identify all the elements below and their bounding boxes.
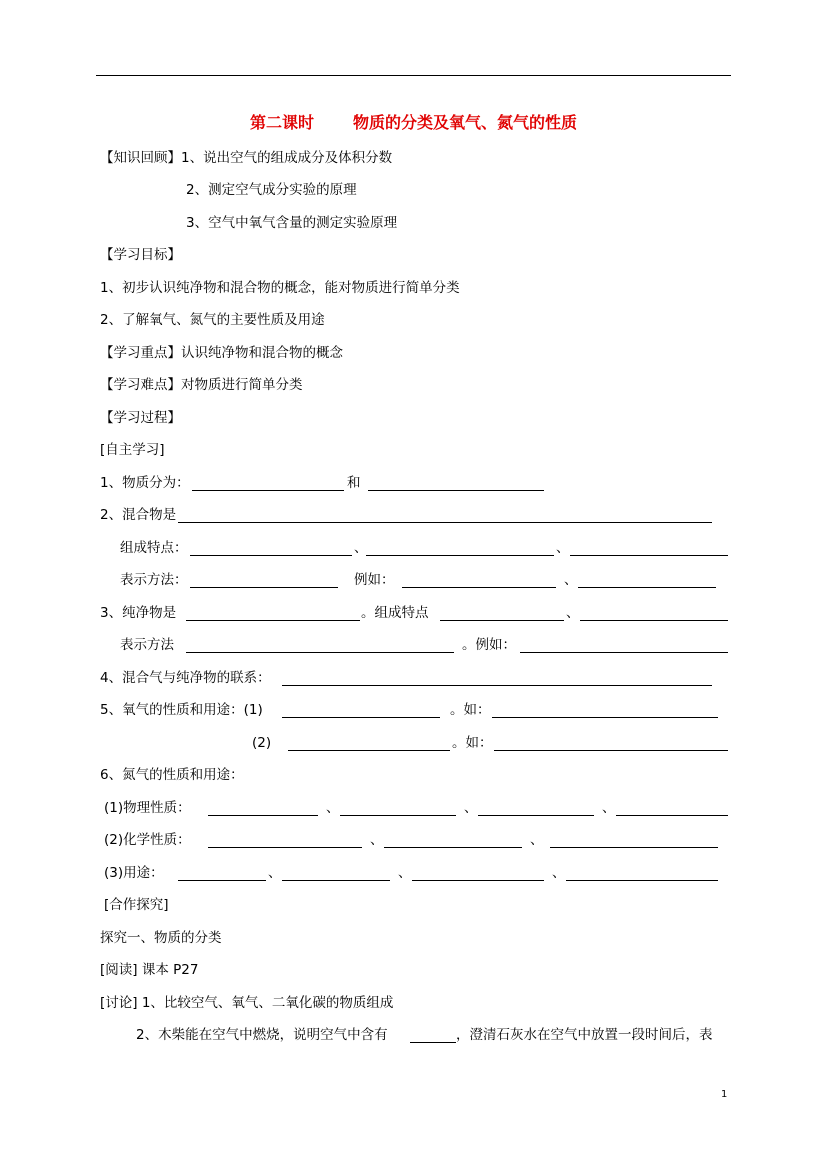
q3-example: 。例如： [462, 637, 516, 653]
q6-physical-blank-2[interactable] [340, 815, 456, 816]
objective-1: 1、初步认识纯净物和混合物的概念，能对物质进行简单分类 [100, 280, 460, 296]
q6-sep-2: 、 [464, 800, 478, 816]
difficulty: 【学习难点】对物质进行简单分类 [100, 377, 303, 393]
q6-sep-1: 、 [326, 800, 340, 816]
q4-prefix: 4、混合气与纯净物的联系： [100, 670, 271, 686]
q6-sep-3: 、 [602, 800, 616, 816]
q3-example-blank[interactable] [520, 652, 728, 653]
q5-such-as-1: 。如： [450, 702, 491, 718]
discussion-2-blank[interactable] [410, 1042, 456, 1043]
q5-example-blank-2[interactable] [494, 750, 728, 751]
q2-composition: 组成特点： [120, 540, 188, 556]
review-item-3: 3、空气中氧气含量的测定实验原理 [186, 215, 398, 231]
q5-such-as-2: 。如： [452, 735, 493, 751]
q2-sep-3: 、 [564, 572, 578, 588]
review-label: 【知识回顾】 [100, 150, 181, 166]
q2-blank[interactable] [178, 522, 712, 523]
q2-sep-2: 、 [556, 540, 570, 556]
q5-prefix: 5、氧气的性质和用途：(1) [100, 702, 263, 718]
objectives-label: 【学习目标】 [100, 247, 181, 263]
q3-sep: 、 [566, 605, 580, 621]
q2-example-blank-2[interactable] [578, 587, 716, 588]
q6-sep-4: 、 [370, 832, 384, 848]
q6-physical-blank-1[interactable] [208, 815, 318, 816]
explore-1: 探究一、物质的分类 [100, 930, 222, 946]
page-number: 1 [721, 1089, 728, 1100]
q5-blank-1[interactable] [282, 717, 440, 718]
self-study-label: [自主学习] [100, 442, 165, 458]
q6-uses-blank-1[interactable] [178, 880, 266, 881]
q1-blank-2[interactable] [368, 490, 544, 491]
q3-blank[interactable] [186, 620, 360, 621]
q6-chemical-blank-3[interactable] [550, 847, 718, 848]
q3-notation-blank[interactable] [186, 652, 454, 653]
discussion-1: [讨论] 1、比较空气、氧气、二氧化碳的物质组成 [100, 995, 394, 1011]
q6-sep-7: 、 [398, 865, 412, 881]
q2-example-blank-1[interactable] [402, 587, 556, 588]
reading: [阅读] 课本 P27 [100, 962, 199, 978]
cooperate-label: [合作探究] [104, 897, 169, 913]
q6-uses-blank-4[interactable] [566, 880, 718, 881]
q6-sep-6: 、 [268, 865, 282, 881]
q6-sep-5: 、 [530, 832, 544, 848]
header-rule [96, 75, 731, 76]
q2-notation: 表示方法： [120, 572, 188, 588]
q6-physical-blank-3[interactable] [478, 815, 594, 816]
page-title: 第二课时 物质的分类及氧气、氮气的性质 [250, 113, 577, 132]
q2-composition-blank-1[interactable] [190, 555, 352, 556]
q6-physical-blank-4[interactable] [616, 815, 728, 816]
objective-2: 2、了解氧气、氮气的主要性质及用途 [100, 312, 325, 328]
q3-composition: 。组成特点 [361, 605, 429, 621]
q3-composition-blank-1[interactable] [440, 620, 564, 621]
review-item-2: 2、测定空气成分实验的原理 [186, 182, 357, 198]
q2-composition-blank-3[interactable] [570, 555, 728, 556]
q6-chemical: (2)化学性质： [104, 832, 191, 848]
discussion-2a: 2、木柴能在空气中燃烧，说明空气中含有 [136, 1027, 388, 1043]
q2-prefix: 2、混合物是 [100, 507, 177, 523]
q2-example: 例如： [354, 572, 395, 588]
q2-sep-1: 、 [354, 540, 368, 556]
q1-prefix: 1、物质分为： [100, 475, 190, 491]
q1-and: 和 [347, 475, 361, 491]
q3-notation: 表示方法 [120, 637, 174, 653]
discussion-2b: ，澄清石灰水在空气中放置一段时间后，表 [456, 1027, 713, 1043]
q5-blank-2[interactable] [288, 750, 450, 751]
q6-uses-blank-3[interactable] [412, 880, 544, 881]
q6-chemical-blank-1[interactable] [208, 847, 362, 848]
q5-num2: (2) [252, 735, 272, 751]
q4-blank[interactable] [282, 685, 712, 686]
q3-composition-blank-2[interactable] [580, 620, 728, 621]
q5-example-blank-1[interactable] [492, 717, 718, 718]
review-line-1 [100, 149, 392, 167]
q6-uses-blank-2[interactable] [282, 880, 390, 881]
q3-prefix: 3、纯净物是 [100, 605, 177, 621]
review-item-1: 1、说出空气的组成成分及体积分数 [181, 150, 393, 166]
q6-prefix: 6、氮气的性质和用途： [100, 767, 244, 783]
q1-blank-1[interactable] [192, 490, 344, 491]
q2-notation-blank[interactable] [190, 587, 338, 588]
key-point: 【学习重点】认识纯净物和混合物的概念 [100, 345, 343, 361]
q6-physical: (1)物理性质： [104, 800, 191, 816]
process-label: 【学习过程】 [100, 410, 181, 426]
q6-chemical-blank-2[interactable] [384, 847, 522, 848]
q6-uses: (3)用途： [104, 865, 164, 881]
q6-sep-8: 、 [552, 865, 566, 881]
q2-composition-blank-2[interactable] [366, 555, 554, 556]
